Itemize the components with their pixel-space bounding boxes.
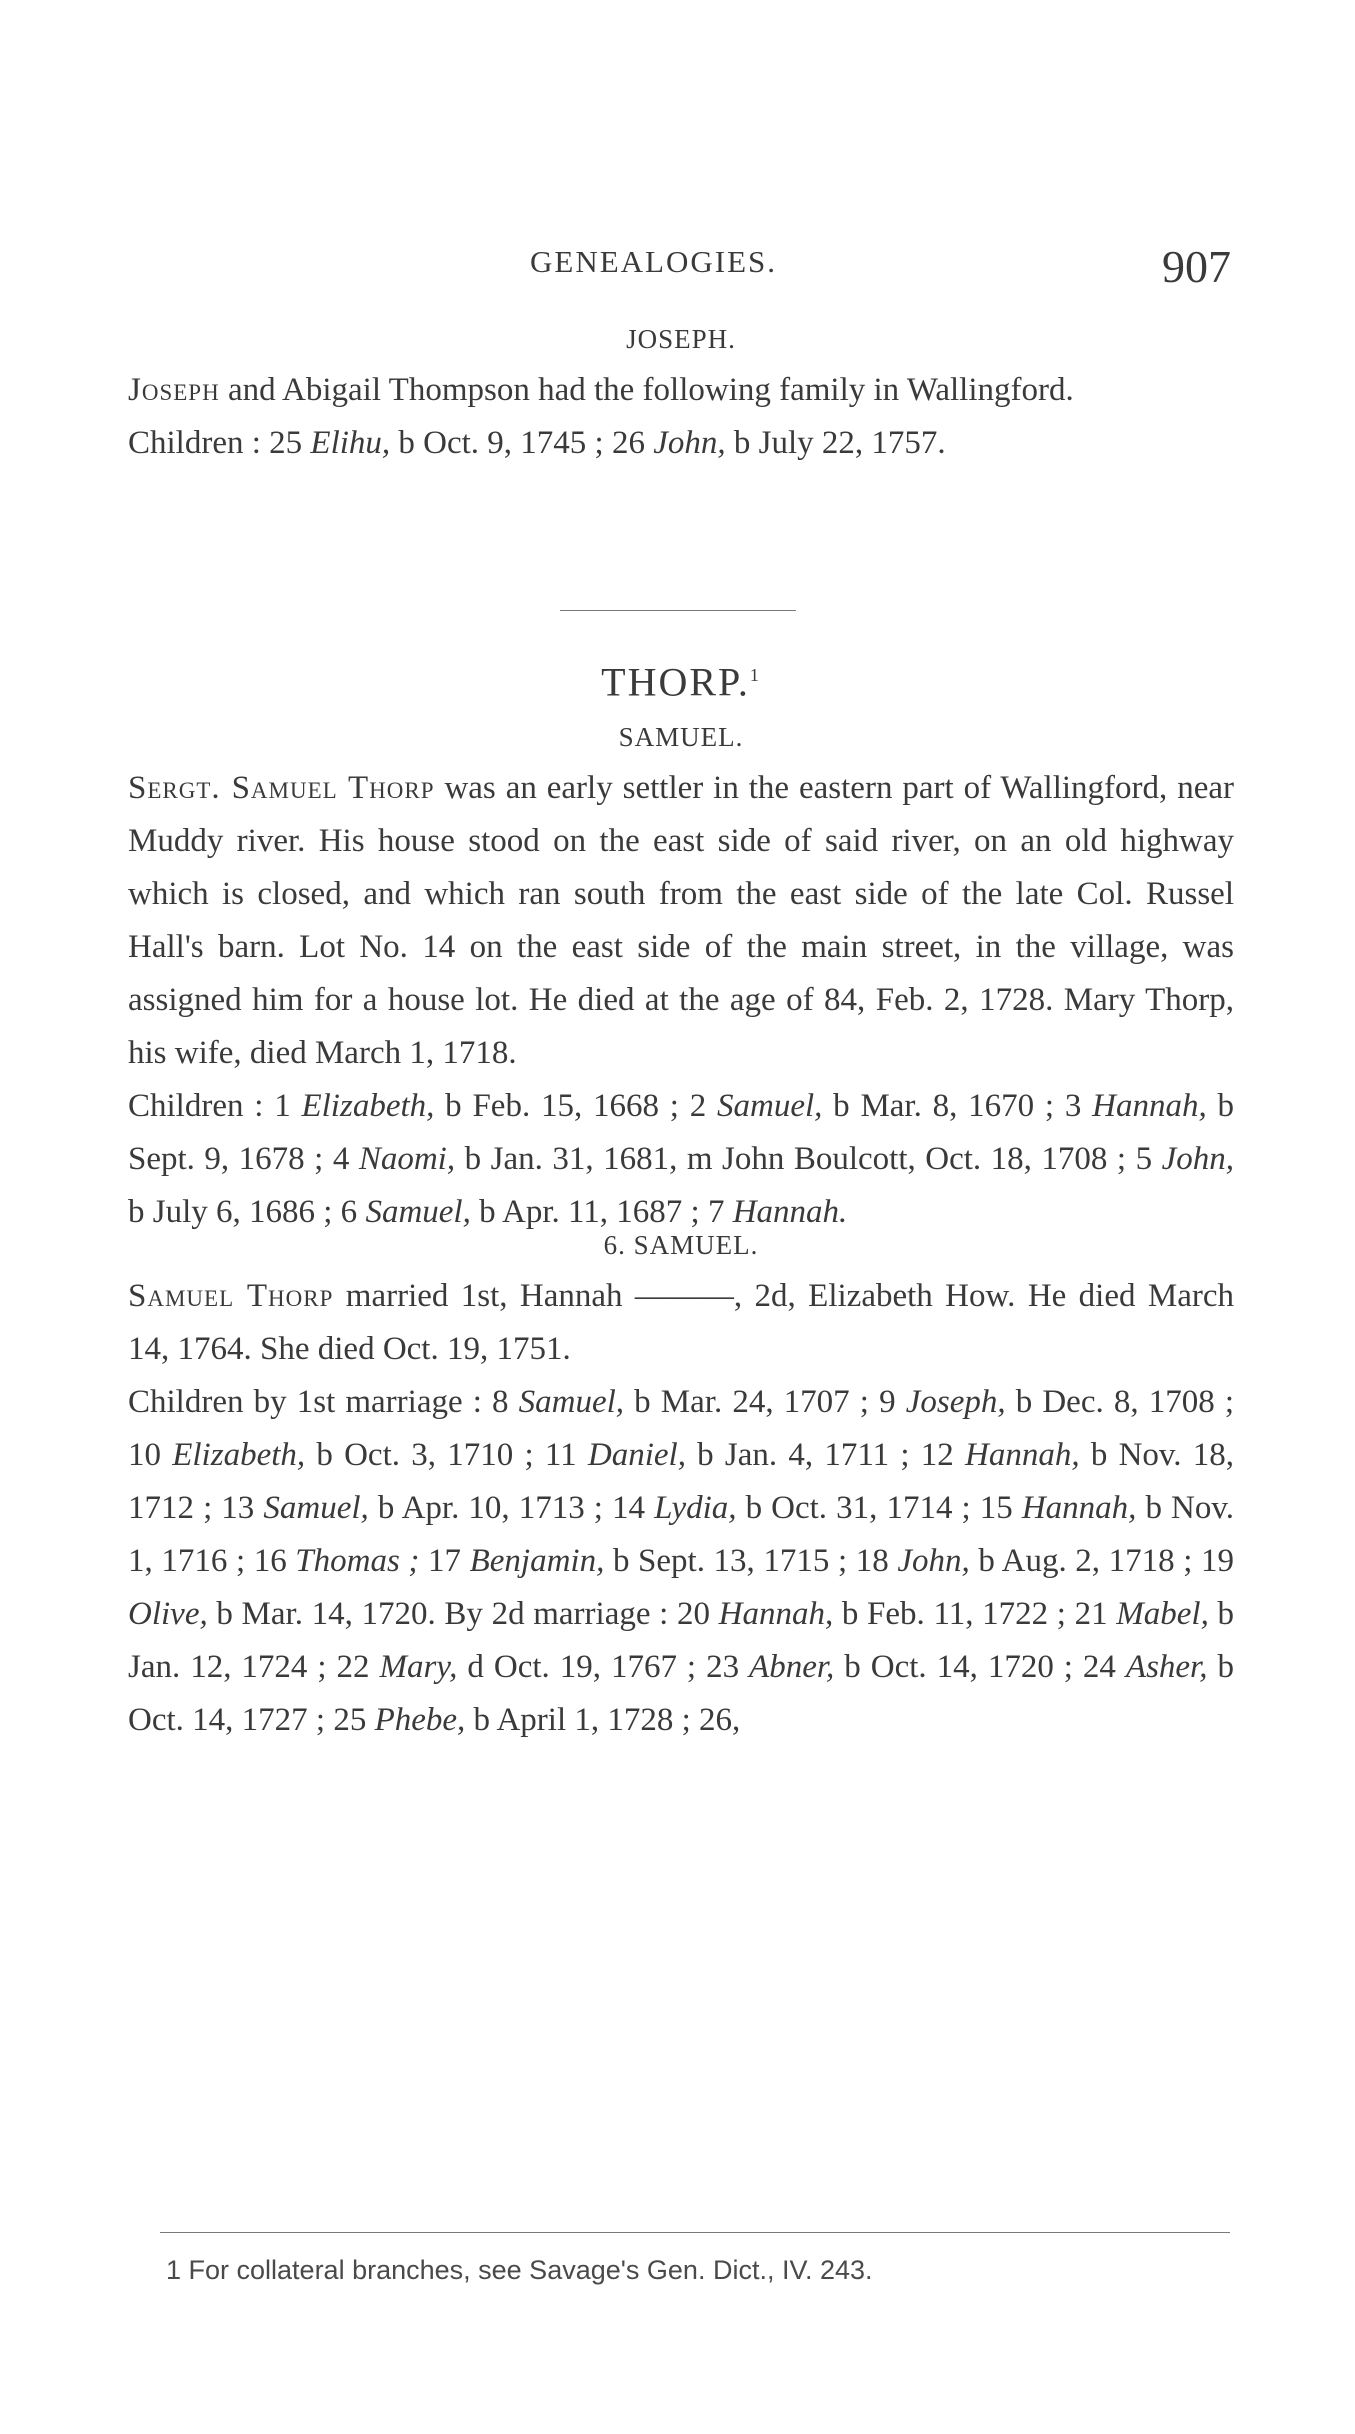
section-divider (560, 610, 796, 611)
child-details: b Mar. 14, 1720. By 2d marriage : 20 (207, 1596, 719, 1632)
child-name: Daniel, (587, 1437, 686, 1473)
family-title-text: THORP. (601, 659, 750, 705)
section-thorp (128, 645, 1234, 1239)
child-details: d Oct. 19, 1767 ; 23 (457, 1649, 750, 1685)
children-label: Children by 1st marriage : 8 (128, 1384, 519, 1420)
child-details: b Mar. 24, 1707 ; 9 (624, 1384, 906, 1420)
child-name: Elizabeth, (172, 1437, 306, 1473)
child-name: Naomi, (358, 1141, 456, 1178)
children-samuel-6 (128, 1376, 1234, 1747)
child-name: Olive, (128, 1596, 208, 1632)
child-details: b Dec. 8, 1708 ; 10 (128, 1384, 1235, 1473)
child-name: Abner, (749, 1649, 835, 1685)
child-name: Samuel, (263, 1490, 369, 1526)
children-samuel (128, 1080, 1234, 1239)
paragraph-samuel (128, 762, 1234, 1080)
child-details: b Sept. 9, 1678 ; 4 (128, 1088, 1235, 1178)
child-details: b Oct. 14, 1727 ; 25 (128, 1649, 1234, 1738)
paragraph-samuel-6 (128, 1270, 1234, 1376)
child-name: Lydia, (654, 1490, 737, 1526)
child-details: b Oct. 31, 1714 ; 15 (736, 1490, 1022, 1526)
child-details: b Sept. 13, 1715 ; 18 (604, 1543, 898, 1579)
child-name: Elizabeth, (301, 1088, 435, 1125)
child-details: 17 (419, 1543, 470, 1579)
child-name: Mabel, (1116, 1596, 1209, 1632)
section-joseph (128, 314, 1234, 470)
section-samuel-6 (128, 1220, 1234, 1747)
child-name: Elihu, (310, 425, 391, 461)
child-details: b Nov. 1, 1716 ; 16 (128, 1490, 1234, 1579)
children-joseph (128, 417, 1234, 470)
child-name: Asher, (1125, 1649, 1208, 1685)
child-name: Mary, (379, 1649, 458, 1685)
paragraph-text: and Abigail Thompson had the following family in Wallingford. (219, 372, 1074, 408)
child-details: b Feb. 11, 1722 ; 21 (833, 1596, 1117, 1632)
paragraph-text: married 1st, Hannah ———, 2d, Elizabeth How. He died March 14, 1764. She died Oct. 19, 1751. (128, 1278, 1234, 1367)
child-details: b Jan. 4, 1711 ; 12 (685, 1437, 966, 1473)
child-name: Hannah. (732, 1194, 848, 1231)
child-details: b Jan. 12, 1724 ; 22 (128, 1596, 1235, 1685)
child-name: Phebe, (374, 1702, 466, 1738)
child-name: Hannah, (1092, 1088, 1207, 1125)
child-name: Samuel, (365, 1194, 471, 1231)
lead-name: Sergt. Samuel Thorp (128, 770, 435, 807)
page-number: 907 (1162, 241, 1231, 292)
child-details: b Apr. 11, 1687 ; 7 (470, 1194, 733, 1231)
child-name: Samuel, (518, 1384, 625, 1420)
child-details: b Oct. 14, 1720 ; 24 (834, 1649, 1126, 1685)
child-details: b Nov. 18, 1712 ; 13 (128, 1437, 1234, 1526)
child-details: b April 1, 1728 ; 26, (465, 1702, 741, 1738)
section-heading-samuel: SAMUEL. (618, 722, 744, 753)
running-head-title: GENEALOGIES. (530, 244, 777, 279)
footnote-marker: 1 (749, 665, 761, 685)
lead-name: Samuel Thorp (128, 1278, 334, 1314)
child-name: John, (1161, 1141, 1234, 1178)
children-label: Children : 1 (128, 1088, 302, 1125)
child-name: Benjamin, (469, 1543, 605, 1579)
child-name: Thomas ; (295, 1543, 420, 1579)
section-heading-samuel-6: 6. SAMUEL. (603, 1230, 759, 1260)
child-name: Hannah, (965, 1437, 1080, 1473)
lead-name: Joseph (128, 372, 220, 408)
section-heading-joseph: JOSEPH. (626, 324, 736, 354)
child-details: b Feb. 15, 1668 ; 2 (434, 1088, 717, 1125)
footnote: 1 For collateral branches, see Savage's Gen. Dict., IV. 243. (166, 2255, 873, 2285)
child-details: b Oct. 3, 1710 ; 11 (305, 1437, 588, 1473)
footnote-rule (160, 2232, 1230, 2233)
child-details: b July 22, 1757. (725, 425, 946, 461)
child-name: Samuel, (716, 1088, 823, 1125)
child-details: b Apr. 10, 1713 ; 14 (368, 1490, 655, 1526)
child-details: b Jan. 31, 1681, m John Boulcott, Oct. 18, 1708 ; 5 (455, 1141, 1162, 1178)
running-head (0, 240, 1355, 300)
paragraph-joseph (128, 364, 1234, 417)
child-name: Hannah, (1021, 1490, 1137, 1526)
child-name: John, (897, 1543, 970, 1579)
child-details: b Aug. 2, 1718 ; 19 (969, 1543, 1234, 1579)
paragraph-text: was an early settler in the eastern part of Wallingford, near Muddy river. His house stood on the east side of said river, on an old highway which is closed, and which ran south from the east side of the late Col. Russel Hall's barn. Lot No. 14 on the east side of the main street, in the village, was assigned him for a house lot. He died at the age of 84, Feb. 2, 1728. Mary Thorp, his wife, died March 1, 1718. (128, 770, 1234, 1072)
child-name: Hannah, (718, 1596, 834, 1632)
children-label: Children : 25 (128, 425, 311, 461)
family-title (128, 645, 1234, 712)
child-details: b Oct. 9, 1745 ; 26 (390, 425, 654, 461)
child-name: Joseph, (905, 1384, 1006, 1420)
child-name: John, (653, 425, 726, 461)
child-details: b Mar. 8, 1670 ; 3 (822, 1088, 1093, 1125)
child-details: b July 6, 1686 ; 6 (128, 1194, 366, 1231)
